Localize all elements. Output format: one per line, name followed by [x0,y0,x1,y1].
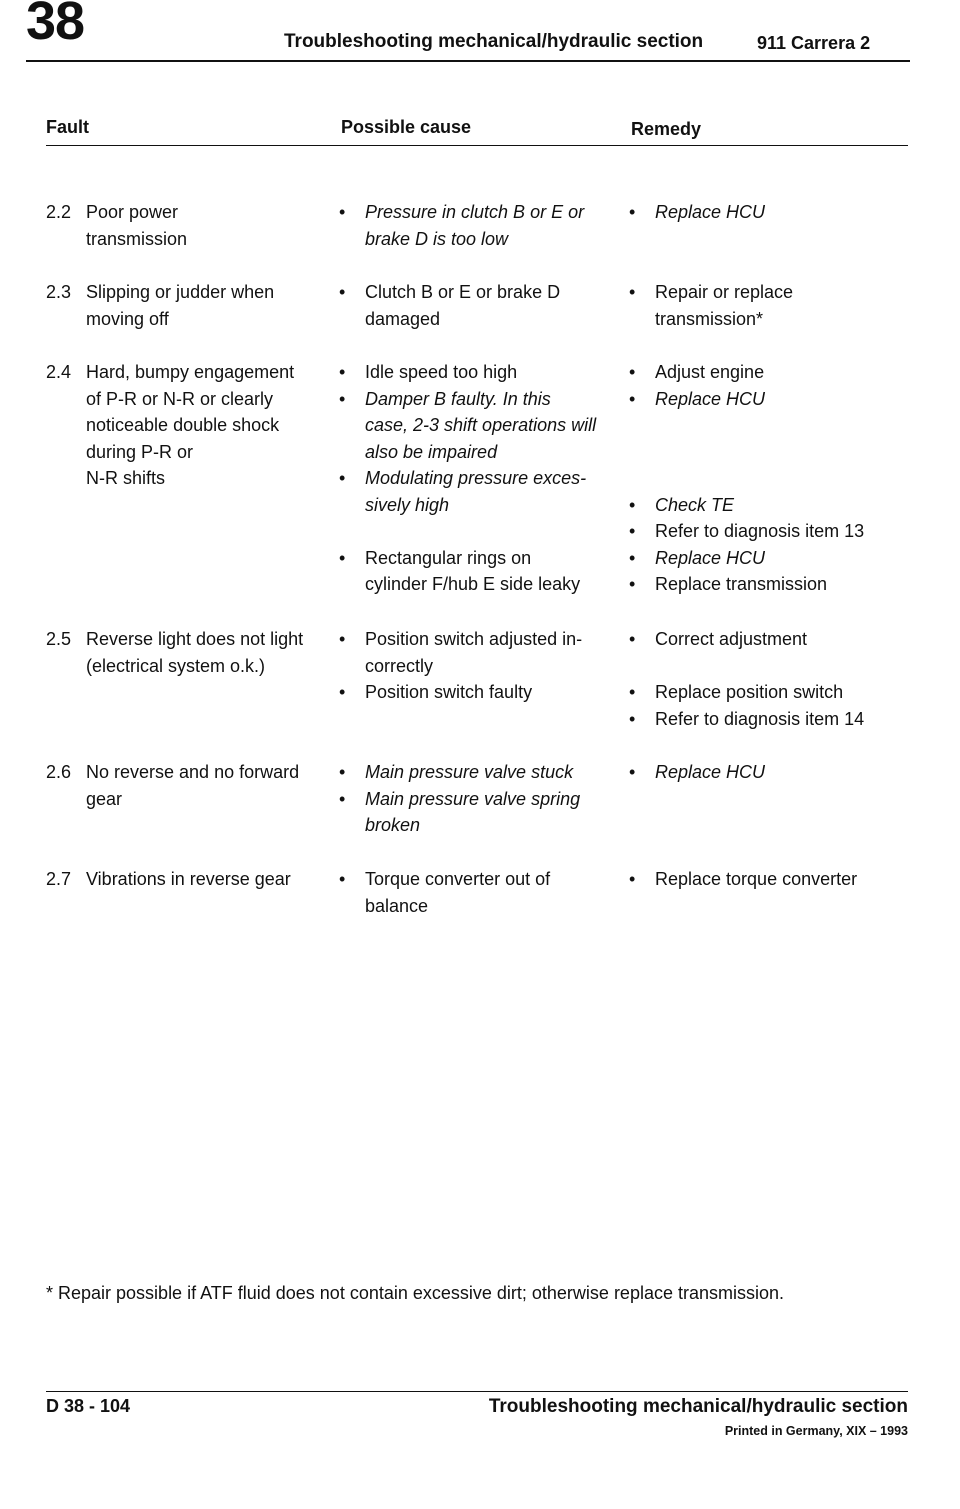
cause-list [338,626,618,706]
footer-section-title: Troubleshooting mechanical/hydraulic section [488,1396,908,1417]
cause-item [338,866,618,919]
spacer [338,518,618,545]
bullet-icon: • [629,494,636,515]
column-heading-fault: Fault [46,117,89,137]
cause-line: Position switch faulty [365,682,533,702]
fault-line: moving off [86,308,169,329]
bullet-icon: • [629,362,636,382]
remedy-item [628,626,928,653]
page-id: D 38 - 104 [46,1396,131,1416]
cause-item [338,279,618,332]
remedy-line: Check TE [655,494,735,515]
bullet-icon: • [339,547,346,568]
remedy-line: Replace HCU [655,762,766,782]
column-heading-rule [46,145,908,146]
fault-description [86,759,321,812]
remedy-item [628,866,928,893]
cause-line: Idle speed too high [365,362,518,382]
bullet-icon: • [339,629,346,649]
remedy-line: Correct adjustment [655,629,808,649]
cause-line: case, 2-3 shift operations will [365,415,597,435]
cause-list [338,759,618,839]
remedy-list [628,279,928,332]
remedy-item [628,545,928,572]
bullet-icon: • [629,629,636,649]
remedy-line: Refer to diagnosis item 14 [655,708,865,729]
cause-item [338,786,618,839]
cause-item [338,386,618,466]
fault-line: Hard, bumpy engagement [86,362,295,382]
fault-line: N-R shifts [86,468,166,488]
fault-number: 2.2 [46,202,72,222]
bullet-icon: • [629,521,636,541]
bullet-icon: • [629,388,636,409]
bullet-icon: • [629,547,636,568]
bullet-icon: • [629,762,636,782]
bullet-icon: • [339,282,346,302]
bullet-icon: • [339,468,346,488]
fault-number: 2.6 [46,762,72,782]
column-heading-remedy: Remedy [631,119,702,139]
fault-line: Poor power [86,202,179,222]
fault-description [86,626,321,679]
cause-list [338,199,618,252]
remedy-item [628,706,928,733]
remedy-item [628,359,928,386]
cause-line: Modulating pressure exces- [365,468,587,488]
header-rule [26,60,910,62]
remedy-item [628,571,928,598]
fault-line: (electrical system o.k.) [86,655,266,676]
fault-description [86,866,321,893]
cause-list [338,359,618,598]
cause-line: Pressure in clutch B or E or [365,202,585,222]
cause-line: also be impaired [365,441,498,462]
fault-line: Slipping or judder when [86,282,275,302]
fault-number: 2.4 [46,362,72,382]
remedy-list [628,359,928,598]
section-title: Troubleshooting mechanical/hydraulic section [284,31,704,52]
cause-line: Position switch adjusted in- [365,629,583,649]
remedy-list [628,866,928,893]
remedy-line: Repair or replace [655,282,794,302]
column-heading-cause: Possible cause [341,117,472,137]
chapter-number: 38 [26,0,85,51]
printed-note: Printed in Germany, XIX – 1993 [724,1424,908,1438]
fault-line: during P-R or [86,441,194,462]
remedy-line: Replace torque converter [655,869,858,889]
bullet-icon: • [339,362,346,382]
remedy-item [628,279,928,332]
bullet-icon: • [339,388,346,409]
spacer [628,653,928,680]
cause-item [338,199,618,252]
bullet-icon: • [339,202,346,222]
fault-description [86,359,321,492]
cause-line: Main pressure valve stuck [365,762,574,782]
bullet-icon: • [339,762,346,782]
fault-number: 2.7 [46,869,72,889]
cause-line: Clutch B or E or brake D [365,282,561,302]
cause-item [338,759,618,786]
remedy-line: Replace HCU [655,202,766,222]
fault-line: gear [86,788,123,809]
remedy-list [628,199,928,226]
remedy-item [628,759,928,786]
bullet-icon: • [629,282,636,302]
fault-description [86,279,321,332]
cause-line: correctly [365,655,434,676]
bullet-icon: • [629,682,636,702]
cause-line: broken [365,815,421,835]
bullet-icon: • [339,682,346,702]
cause-line: Torque converter out of [365,869,551,889]
bullet-icon: • [339,788,346,809]
cause-line: Damper B faulty. In this [365,388,551,409]
remedy-list [628,626,928,732]
bullet-icon: • [629,708,636,729]
fault-description [86,199,321,252]
bullet-icon: • [629,202,636,222]
remedy-line: Refer to diagnosis item 13 [655,521,865,541]
remedy-line: Replace HCU [655,388,766,409]
remedy-line: Replace position switch [655,682,844,702]
fault-line: Vibrations in reverse gear [86,869,291,889]
cause-item [338,359,618,386]
cause-line: Rectangular rings on [365,547,532,568]
fault-line: Reverse light does not light [86,629,304,649]
bullet-icon: • [629,574,636,594]
fault-number: 2.5 [46,629,72,649]
model-name: 911 Carrera 2 [757,33,871,53]
fault-line: transmission [86,228,188,249]
remedy-item [628,386,928,413]
cause-line: cylinder F/hub E side leaky [365,574,581,594]
remedy-item [628,679,928,706]
cause-item [338,679,618,706]
fault-line: No reverse and no forward [86,762,300,782]
remedy-list [628,759,928,786]
remedy-line: Replace transmission [655,574,828,594]
footer-rule [46,1391,908,1392]
footnote: * Repair possible if ATF fluid does not contain excessive dirt; otherwise replace transmission. [46,1283,785,1303]
spacer [628,465,928,492]
bullet-icon: • [629,869,636,889]
cause-list [338,866,618,919]
remedy-item [628,518,928,545]
bullet-icon: • [339,869,346,889]
fault-line: of P-R or N-R or clearly [86,388,274,409]
remedy-line: Adjust engine [655,362,765,382]
cause-line: Main pressure valve spring [365,788,581,809]
cause-item [338,465,618,518]
cause-line: sively high [365,494,450,515]
cause-item [338,545,618,598]
cause-list [338,279,618,332]
remedy-line: Replace HCU [655,547,766,568]
cause-line: balance [365,895,429,916]
fault-number: 2.3 [46,282,72,302]
remedy-line: transmission* [655,308,764,329]
fault-line: noticeable double shock [86,415,280,435]
spacer [628,439,928,466]
remedy-item [628,492,928,519]
cause-line: brake D is too low [365,228,509,249]
cause-line: damaged [365,308,441,329]
remedy-item [628,199,928,226]
spacer [628,412,928,439]
cause-item [338,626,618,679]
